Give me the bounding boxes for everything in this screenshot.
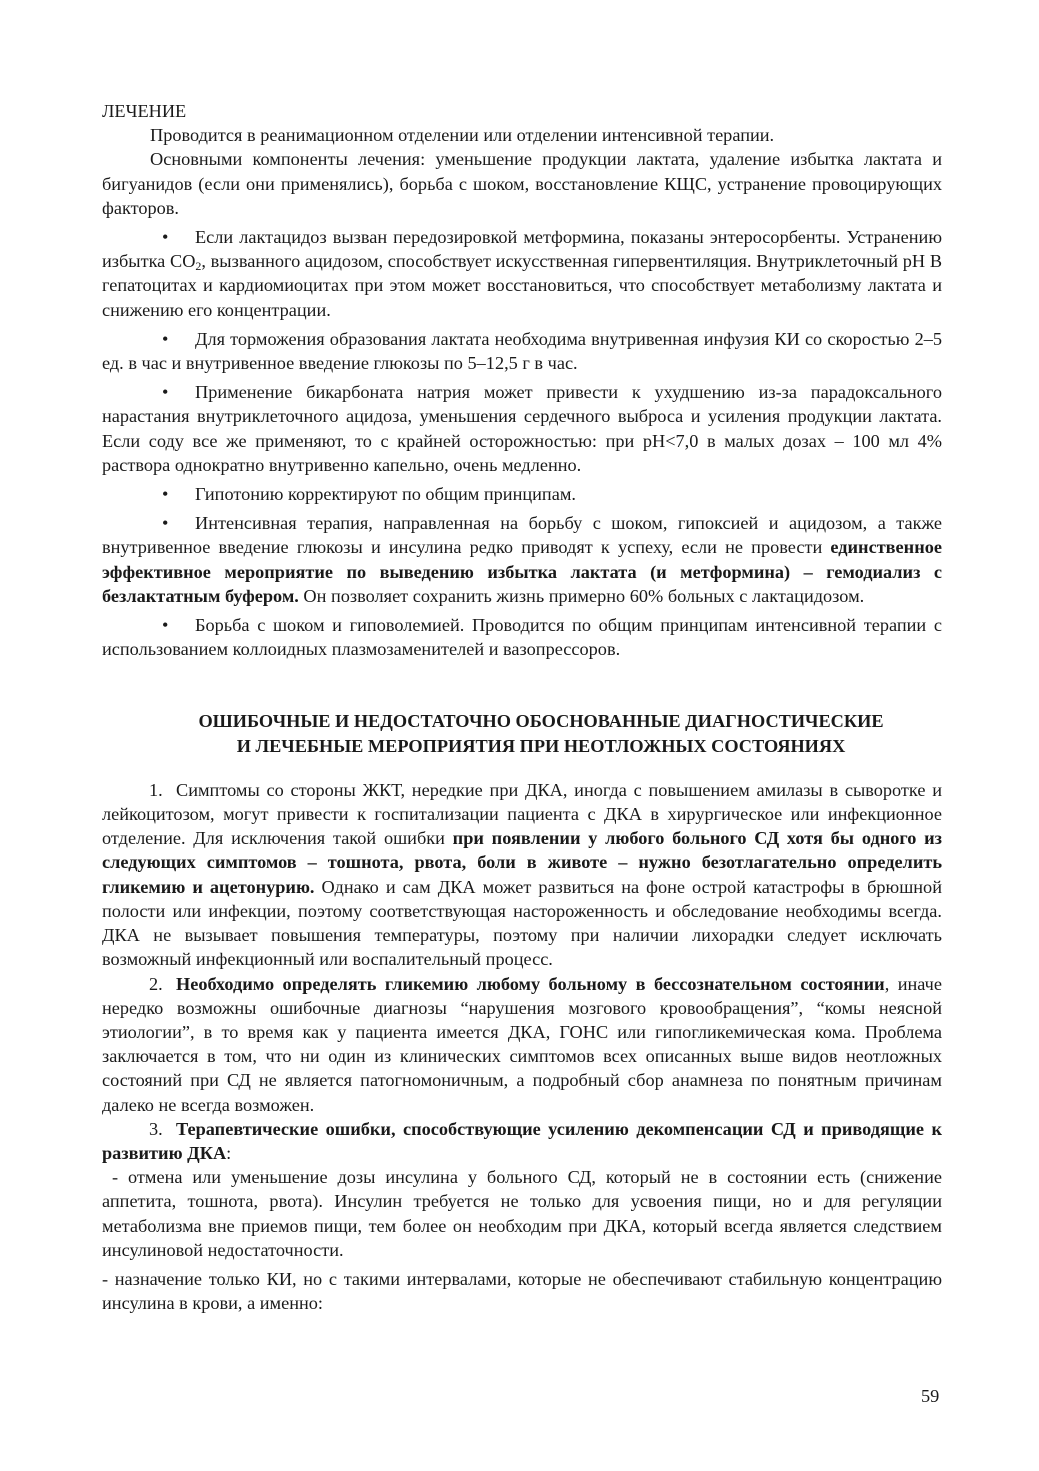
item-text-bold: Необходимо определять гликемию любому больному в бессознательном состоянии [176, 973, 885, 994]
item-number: 3. [149, 1118, 163, 1139]
bullet-icon: • [162, 615, 169, 636]
section-heading-treatment: ЛЕЧЕНИЕ [102, 101, 187, 121]
paragraph: Основными компоненты лечения: уменьшение продукции лактата, удаление избытка лактата и бигуанидов (если они применялись), борьба с шоком, восстановление КЩС, устранение провоцирующих факторов. [102, 149, 942, 218]
bullet-text: Борьба с шоком и гиповолемией. Проводится по общим принципам интенсивной терапии с использованием коллоидных плазмозаменителей и вазопрессоров. [102, 615, 942, 660]
item-number: 1. [149, 779, 163, 800]
dash-item: - отмена или уменьшение дозы инсулина у больного СД, который не в состоянии есть (снижение аппетита, тошнота, рвота). Инсулин требуется не только для усвоения пищи, но и для регуляции метаболизма вне приемов пищи, тем более он необходим при ДКА, который всегда является следствием инсулиновой недостаточности. [102, 1167, 942, 1260]
section-title-errors [102, 709, 942, 757]
item-text-bold: при появлении у любого больного СД хотя бы одного из следующих симптомов – тошнота, рвота, боли в животе – нужно безотлагательно определить гликемию и ацетонурию. [102, 828, 942, 897]
item-text: : [226, 1142, 232, 1163]
bullet-text-bold: единственное эффективное мероприятие по выведению избытка лактата (и метформина) – гемодиализ с безлактатным буфером. [102, 537, 942, 606]
bullet-item [102, 511, 942, 608]
bullet-item [102, 482, 942, 506]
bullet-text: Для торможения образования лактата необходима внутривенная инфузия КИ со скоростью 2–5 ед. в час и внутривенное введение глюкозы по 5–12,5 г в час. [102, 328, 942, 374]
item-text-bold: Терапевтические ошибки, способствующие усилению декомпенсации СД и приводящие к развитию ДКА [102, 1118, 942, 1163]
subscript: 2 [195, 259, 202, 274]
bullet-icon: • [162, 382, 169, 403]
bullet-text: , вызванного ацидозом, способствует искусственная гипервентиляция. Внутриклеточный pH В гепатоцитах и кардиомиоцитах при этом может восстановиться, что способствует метаболизму лактата и снижению его концентрации. [102, 251, 943, 320]
bullet-item [102, 225, 942, 322]
section-title-line: И ЛЕЧЕБНЫЕ МЕРОПРИЯТИЯ ПРИ НЕОТЛОЖНЫХ СОСТОЯНИЯХ [236, 735, 846, 756]
numbered-item [102, 778, 942, 972]
bullet-item [102, 327, 942, 375]
bullet-text: Он позволяет сохранить жизнь примерно 60% больных с лактацидозом. [298, 585, 865, 606]
numbered-item [102, 972, 942, 1117]
bullet-icon: • [162, 484, 169, 505]
bullet-text: Интенсивная терапия, направленная на борьбу с шоком, гипоксией и ацидозом, а также внутривенное введение глюкозы и инсулина редко приводят к успеху, если не провести [102, 513, 942, 558]
bullet-text: Если лактацидоз вызван передозировкой метформина, показаны энтеросорбенты. Устранению избытка СО [102, 227, 942, 272]
bullet-icon: • [162, 328, 169, 349]
item-text: Симптомы со стороны ЖКТ, нередкие при ДКА, иногда с повышением амилазы в сыворотке и лейкоцитозом, могут привести к госпитализации пациента с ДКА в хирургическое или инфекционное отделение. Для исключения такой ошибки [102, 779, 942, 849]
item-number: 2. [149, 973, 163, 994]
bullet-text: Гипотонию корректируют по общим принципам. [195, 484, 576, 505]
bullet-text: Применение бикарбоната натрия может привести к ухудшению из-за парадоксального нарастания внутриклеточного ацидоза, уменьшения сердечного выброса и усиления продукции лактата. Если соду все же применяют, то с крайней осторожностью: при pH<7,0 в малых дозах – 100 мл 4% раствора однократно внутривенно капельно, очень медленно. [102, 382, 942, 475]
section-title-line: ОШИБОЧНЫЕ И НЕДОСТАТОЧНО ОБОСНОВАННЫЕ ДИАГНОСТИЧЕСКИЕ [198, 711, 884, 732]
bullet-icon: • [162, 513, 169, 534]
bullet-item [102, 380, 942, 477]
item-text: Однако и сам ДКА может развиться на фоне острой катастрофы в брюшной полости или инфекции, поэтому соответствующая настороженность и обследование необходимы всегда. ДКА не вызывает повышения температуры, поэтому при наличии лихорадки следует исключать возможный инфекционный или воспалительный процесс. [102, 876, 942, 970]
page-content [102, 99, 942, 1315]
dash-item: - назначение только КИ, но с такими интервалами, которые не обеспечивают стабильную концентрацию инсулина в крови, а именно: [102, 1268, 942, 1314]
bullet-icon: • [162, 227, 169, 248]
bullet-item [102, 613, 942, 661]
paragraph: Проводится в реанимационном отделении или отделении интенсивной терапии. [150, 125, 775, 146]
page-number: 59 [921, 1386, 940, 1406]
item-text: , иначе нередко возможны ошибочные диагнозы “нарушения мозгового кровообращения”, “комы неясной этиологии”, в то время как у пациента имеется ДКА, ГОНС или гипогликемическая кома. Проблема заключается в том, что ни один из клинических симптомов всех описанных выше видов неотложных состояний при СД не является патогномоничным, а подробный сбор анамнеза по понятным причинам далеко не всегда возможен. [102, 973, 942, 1115]
numbered-item [102, 1117, 942, 1165]
